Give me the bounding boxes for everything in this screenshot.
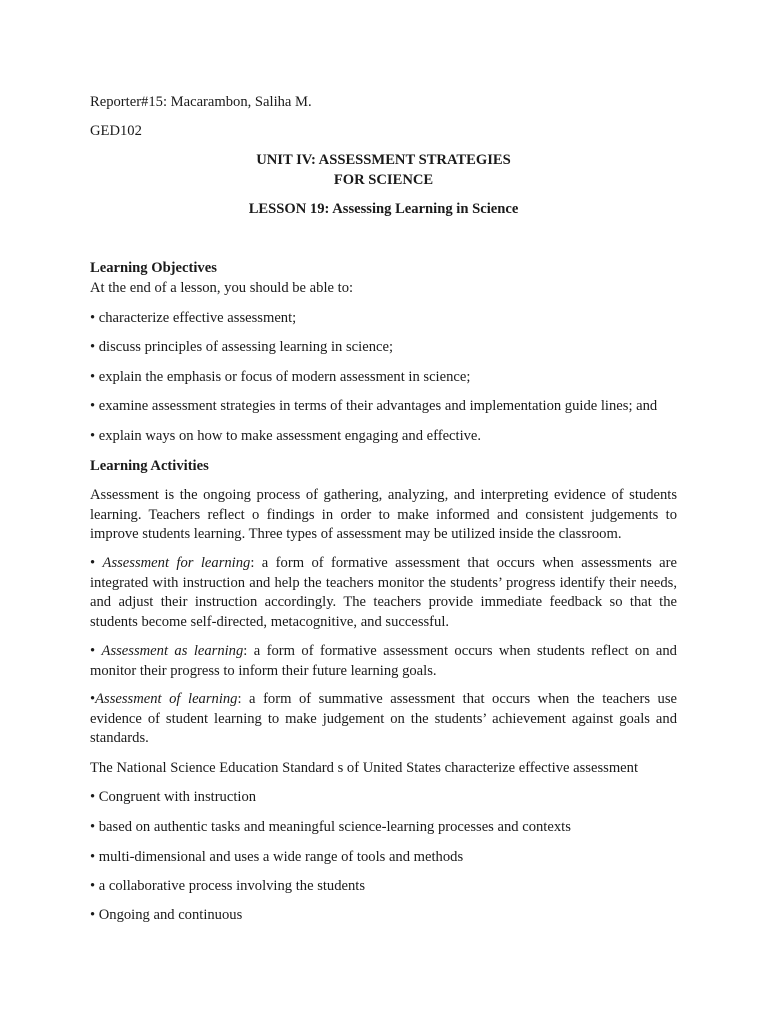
assessment-term: Assessment as learning: [101, 643, 244, 659]
assessment-type-item: • Assessment as learning: a form of formative assessment occurs when students reflect on and monitor their progress to inform their future learning goals.: [90, 643, 677, 679]
objective-item: • explain the emphasis or focus of modern assessment in science;: [90, 369, 471, 385]
assessment-term: Assessment of learning: [95, 691, 238, 707]
activities-intro: Assessment is the ongoing process of gathering, analyzing, and interpreting evidence of students learning. Teachers reflect o findings in order to make informed and consistent judgements to improve students learning. Three types of assessment may be utilized inside the classroom.: [90, 487, 677, 543]
objectives-intro: At the end of a lesson, you should be able to:: [90, 280, 354, 296]
objective-item: • discuss principles of assessing learning in science;: [90, 339, 393, 355]
unit-title-line2: FOR SCIENCE: [333, 171, 434, 188]
nses-item: • based on authentic tasks and meaningful science-learning processes and contexts: [90, 819, 571, 835]
objective-item: • characterize effective assessment;: [90, 310, 297, 326]
objective-item: • examine assessment strategies in terms of their advantages and implementation guide lines; and: [90, 398, 658, 414]
objective-item: • explain ways on how to make assessment engaging and effective.: [90, 428, 482, 444]
course-code: GED102: [90, 123, 142, 139]
unit-title: [90, 151, 677, 190]
nses-item: • a collaborative process involving the students: [90, 878, 366, 894]
assessment-term: Assessment for learning: [102, 555, 251, 571]
lesson-title: LESSON 19: Assessing Learning in Science: [248, 201, 519, 217]
activities-heading: Learning Activities: [90, 458, 209, 474]
nses-item: • Congruent with instruction: [90, 789, 257, 805]
unit-title-line1: UNIT IV: ASSESSMENT STRATEGIES: [256, 152, 511, 168]
reporter-line: Reporter#15: Macarambon, Saliha M.: [90, 94, 312, 110]
nses-item: • Ongoing and continuous: [90, 907, 243, 923]
assessment-type-item: • Assessment for learning: a form of formative assessment that occurs when assessments are integrated with instruction and help the teachers monitor the students’ progress identify their needs, and adjust their instruction accordingly. The teachers provide immediate feedback so that the students become self-directed, metacognitive, and successful.: [90, 555, 677, 630]
objectives-heading: Learning Objectives: [90, 260, 217, 276]
nses-intro: The National Science Education Standard s of United States characterize effective assessment: [90, 760, 638, 776]
assessment-type-item: •Assessment of learning: a form of summative assessment that occurs when the teachers use evidence of student learning to make judgement on the students’ achievement against goals and standards.: [90, 691, 677, 747]
nses-item: • multi-dimensional and uses a wide range of tools and methods: [90, 849, 464, 865]
